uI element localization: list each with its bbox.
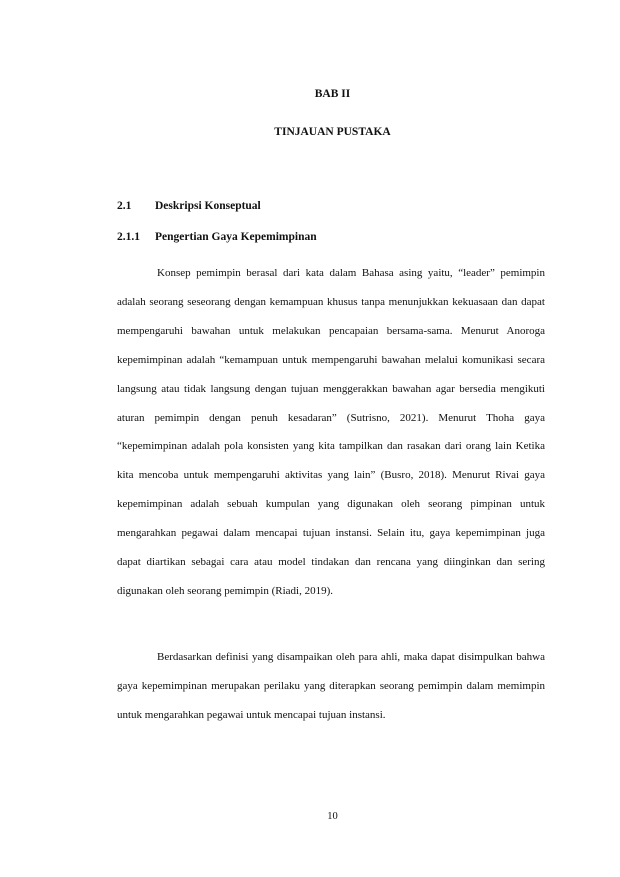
section-heading-2-1-1	[117, 231, 317, 243]
body-paragraph: Berdasarkan definisi yang disampaikan oleh para ahli, maka dapat disimpulkan bahwa gaya kepemimpinan merupakan perilaku yang diterapkan seorang pemimpin dalam memimpin untuk mengarahkan pegawai untuk mencapai tujuan instansi.	[117, 651, 545, 721]
section-number: 2.1.1	[117, 231, 140, 243]
chapter-label: BAB II	[314, 88, 351, 100]
section-number: 2.1	[117, 200, 132, 212]
page-number: 10	[327, 811, 338, 822]
section-heading-2-1	[117, 200, 261, 212]
section-title: Pengertian Gaya Kepemimpinan	[155, 231, 317, 243]
body-paragraph: Konsep pemimpin berasal dari kata dalam Bahasa asing yaitu, “leader” pemimpin adalah seorang seseorang dengan kemampuan khusus tanpa menunjukkan kekuasaan dan dapat mempengaruhi bawahan untuk melakukan pencapaian bersama-sama. Menurut Anoroga kepemimpinan adalah “kemampuan untuk mempengaruhi bawahan melalui komunikasi secara langsung atau tidak langsung dengan tujuan menggerakkan bawahan agar bersedia mengikuti aturan pemimpin dengan penuh kesadaran” (Sutrisno, 2021). Menurut Thoha gaya “kepemimpinan adalah pola konsisten yang kita tampilkan dan rasakan dari orang lain Ketika kita mencoba untuk mempengaruhi aktivitas yang lain” (Busro, 2018). Menurut Rivai gaya kepemimpinan adalah sebuah kumpulan yang digunakan oleh seorang pimpinan untuk mengarahkan pegawai dalam mencapai tujuan instansi. Selain itu, gaya kepemimpinan juga dapat diartikan sebagai cara atau model tindakan dan rencana yang diinginkan dan sering digunakan oleh seorang pemimpin (Riadi, 2019).	[117, 267, 545, 597]
chapter-title: TINJAUAN PUSTAKA	[274, 126, 391, 138]
section-title: Deskripsi Konseptual	[155, 200, 261, 212]
